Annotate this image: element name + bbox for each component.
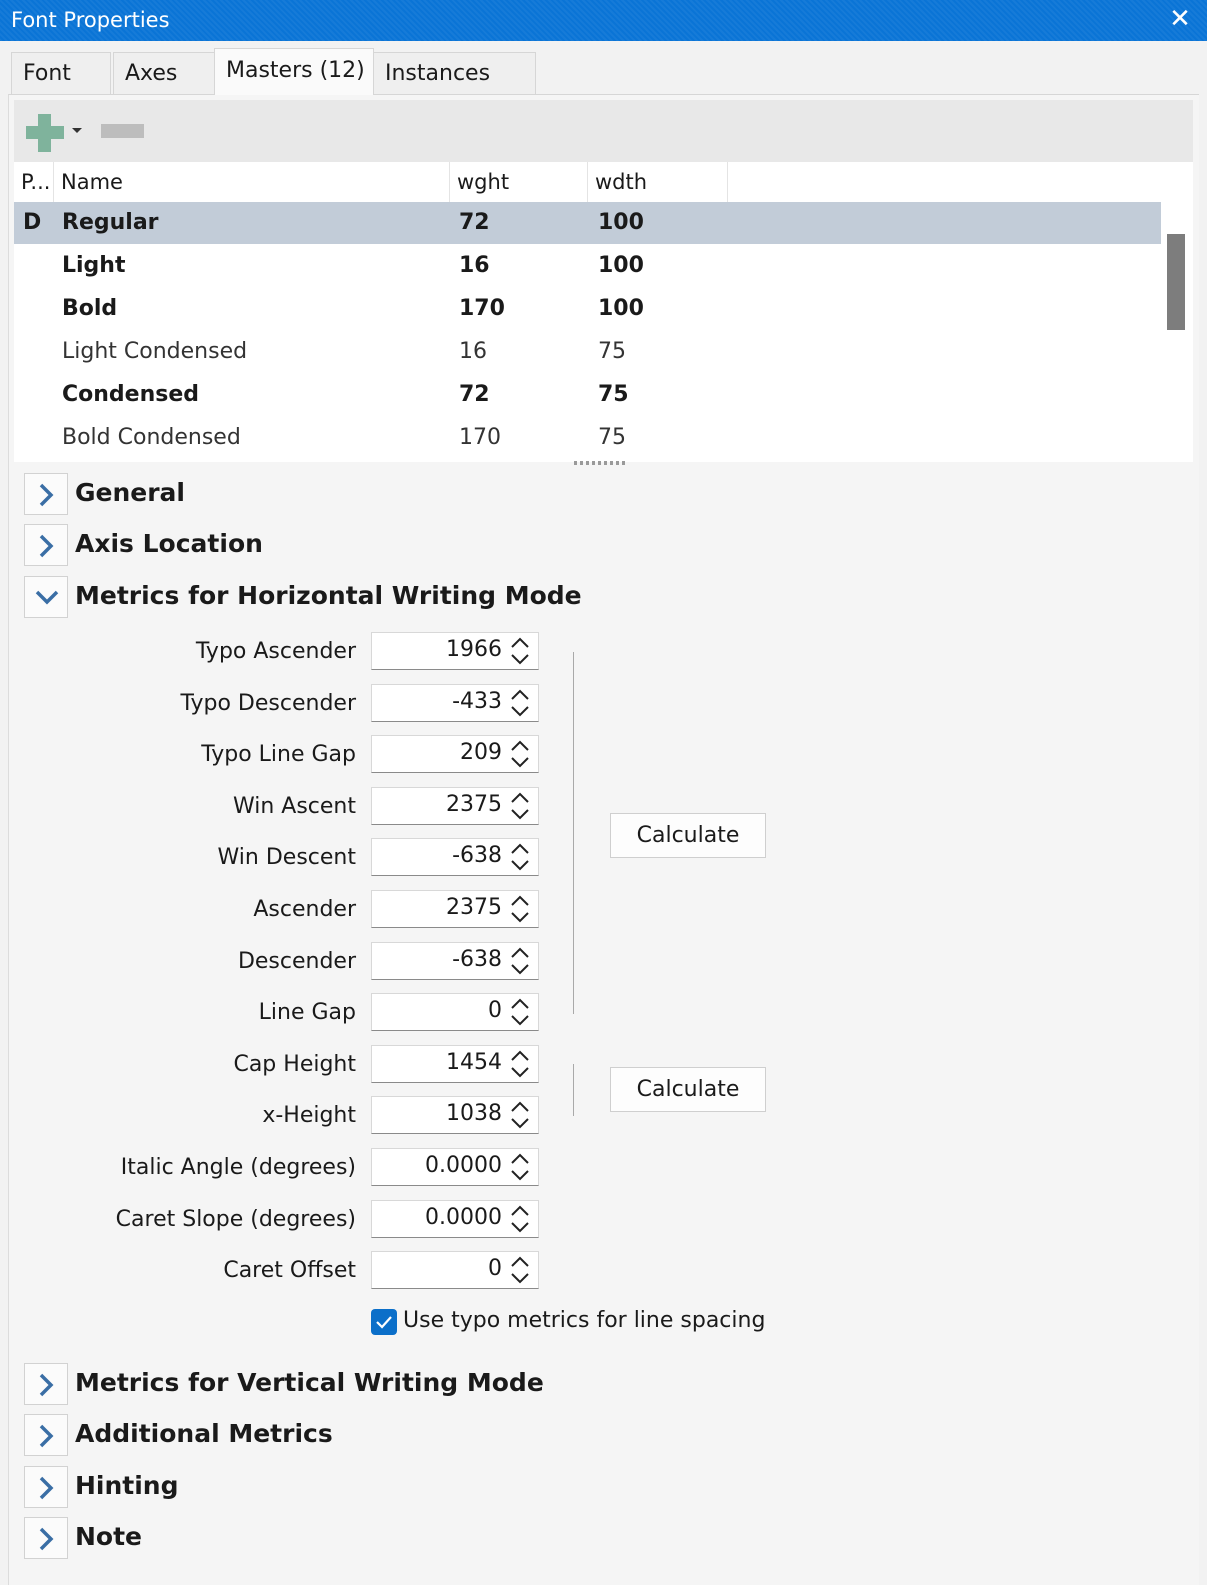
table-row[interactable] bbox=[14, 202, 1161, 244]
cell-wght: 16 bbox=[459, 339, 487, 364]
spin-arrows-icon[interactable] bbox=[509, 1048, 531, 1080]
cell-wdth: 100 bbox=[598, 253, 644, 278]
section-title: General bbox=[75, 478, 185, 507]
cell-name: Regular bbox=[62, 210, 159, 235]
cell-name: Bold Condensed bbox=[62, 425, 241, 450]
calculate-heights-button[interactable]: Calculate bbox=[610, 1067, 766, 1112]
section-title: Axis Location bbox=[75, 529, 263, 558]
metric-label: Typo Line Gap bbox=[201, 742, 356, 767]
metric-label: Cap Height bbox=[233, 1052, 356, 1077]
metric-spinbox[interactable] bbox=[371, 1251, 539, 1289]
expand-chevron-right-icon[interactable] bbox=[24, 1363, 68, 1405]
checkmark-icon bbox=[371, 1309, 397, 1335]
metric-value[interactable]: 2375 bbox=[446, 895, 502, 920]
metric-value[interactable]: 0 bbox=[488, 998, 502, 1023]
table-row[interactable] bbox=[14, 288, 1161, 330]
expand-chevron-right-icon[interactable] bbox=[24, 1414, 68, 1456]
cell-default-marker: D bbox=[23, 210, 42, 235]
cell-wdth: 100 bbox=[598, 296, 644, 321]
table-scrollbar-thumb[interactable] bbox=[1167, 234, 1185, 330]
metric-value[interactable]: -638 bbox=[452, 947, 502, 972]
cell-wght: 170 bbox=[459, 296, 505, 321]
metric-value[interactable]: -638 bbox=[452, 843, 502, 868]
remove-master-button[interactable] bbox=[101, 124, 144, 138]
column-header-wdth[interactable]: wdth bbox=[588, 162, 728, 202]
group-bracket-line bbox=[573, 1064, 574, 1116]
cell-name: Light bbox=[62, 253, 126, 278]
metric-spinbox[interactable] bbox=[371, 735, 539, 773]
plus-icon-bar bbox=[26, 126, 64, 139]
metric-label: x-Height bbox=[262, 1103, 356, 1128]
metric-label: Ascender bbox=[253, 897, 356, 922]
metric-label: Typo Descender bbox=[180, 691, 356, 716]
metric-value[interactable]: -433 bbox=[452, 689, 502, 714]
metric-label: Line Gap bbox=[258, 1000, 356, 1025]
add-master-button[interactable] bbox=[14, 100, 90, 162]
metric-spinbox[interactable] bbox=[371, 787, 539, 825]
metric-label: Italic Angle (degrees) bbox=[120, 1155, 356, 1180]
metric-spinbox[interactable] bbox=[371, 1096, 539, 1134]
spin-arrows-icon[interactable] bbox=[509, 1254, 531, 1286]
metric-label: Descender bbox=[237, 949, 356, 974]
cell-wght: 72 bbox=[459, 382, 490, 407]
splitter-grip-handle[interactable] bbox=[574, 461, 626, 465]
metric-spinbox[interactable] bbox=[371, 1148, 539, 1186]
section-title: Note bbox=[75, 1522, 143, 1551]
cell-name: Bold bbox=[62, 296, 118, 321]
expand-chevron-right-icon[interactable] bbox=[24, 1466, 68, 1508]
table-row[interactable] bbox=[14, 417, 1161, 459]
tab-masters[interactable]: Masters (12) bbox=[214, 48, 374, 95]
cell-wght: 72 bbox=[459, 210, 490, 235]
metric-value[interactable]: 0 bbox=[488, 1256, 502, 1281]
metric-label: Caret Slope (degrees) bbox=[115, 1207, 356, 1232]
section-title: Hinting bbox=[75, 1471, 179, 1500]
metric-value[interactable]: 0.0000 bbox=[425, 1153, 502, 1178]
expand-chevron-right-icon[interactable] bbox=[24, 473, 68, 515]
spin-arrows-icon[interactable] bbox=[509, 1203, 531, 1235]
cell-name: Condensed bbox=[62, 382, 200, 407]
metric-label: Caret Offset bbox=[223, 1258, 356, 1283]
cell-wght: 170 bbox=[459, 425, 501, 450]
close-icon[interactable]: ✕ bbox=[1169, 4, 1191, 34]
spin-arrows-icon[interactable] bbox=[509, 893, 531, 925]
use-typo-metrics-label[interactable]: Use typo metrics for line spacing bbox=[403, 1308, 766, 1333]
metric-label: Win Descent bbox=[217, 845, 356, 870]
metric-value[interactable]: 0.0000 bbox=[425, 1205, 502, 1230]
metric-value[interactable]: 1454 bbox=[446, 1050, 502, 1075]
column-header-p[interactable]: P... bbox=[14, 162, 54, 202]
metric-spinbox[interactable] bbox=[371, 942, 539, 980]
metric-value[interactable]: 1966 bbox=[446, 637, 502, 662]
calculate-vertical-metrics-button[interactable]: Calculate bbox=[610, 813, 766, 858]
section-title: Metrics for Vertical Writing Mode bbox=[75, 1368, 544, 1397]
masters-table bbox=[14, 162, 1193, 462]
table-row[interactable] bbox=[14, 374, 1161, 416]
expand-chevron-right-icon[interactable] bbox=[24, 524, 68, 566]
spin-arrows-icon[interactable] bbox=[509, 1099, 531, 1131]
collapse-chevron-down-icon[interactable] bbox=[24, 576, 68, 618]
spin-arrows-icon[interactable] bbox=[509, 790, 531, 822]
metric-spinbox[interactable] bbox=[371, 632, 539, 670]
dropdown-caret-icon bbox=[72, 128, 82, 133]
cell-wdth: 75 bbox=[598, 425, 626, 450]
cell-wdth: 75 bbox=[598, 339, 626, 364]
column-header-wght[interactable]: wght bbox=[450, 162, 588, 202]
metric-spinbox[interactable] bbox=[371, 838, 539, 876]
cell-wght: 16 bbox=[459, 253, 490, 278]
metric-value[interactable]: 1038 bbox=[446, 1101, 502, 1126]
metric-spinbox[interactable] bbox=[371, 890, 539, 928]
spin-arrows-icon[interactable] bbox=[509, 945, 531, 977]
tab-instances[interactable]: Instances bbox=[373, 52, 536, 94]
table-row[interactable] bbox=[14, 245, 1161, 287]
cell-wdth: 100 bbox=[598, 210, 644, 235]
spin-arrows-icon[interactable] bbox=[509, 1151, 531, 1183]
masters-toolbar bbox=[14, 100, 1193, 162]
cell-wdth: 75 bbox=[598, 382, 629, 407]
title-bar bbox=[0, 0, 1207, 41]
tab-axes[interactable]: Axes bbox=[113, 52, 215, 94]
section-title: Metrics for Horizontal Writing Mode bbox=[75, 581, 582, 610]
window-title: Font Properties bbox=[11, 8, 170, 32]
metric-value[interactable]: 209 bbox=[460, 740, 502, 765]
metric-label: Typo Ascender bbox=[195, 639, 356, 664]
column-header-name[interactable]: Name bbox=[54, 162, 450, 202]
group-bracket-line bbox=[573, 652, 574, 1014]
spin-arrows-icon[interactable] bbox=[509, 996, 531, 1028]
section-title: Additional Metrics bbox=[75, 1419, 333, 1448]
metric-value[interactable]: 2375 bbox=[446, 792, 502, 817]
cell-name: Light Condensed bbox=[62, 339, 248, 364]
spin-arrows-icon[interactable] bbox=[509, 635, 531, 667]
spin-arrows-icon[interactable] bbox=[509, 687, 531, 719]
spin-arrows-icon[interactable] bbox=[509, 841, 531, 873]
expand-chevron-right-icon[interactable] bbox=[24, 1517, 68, 1559]
table-row[interactable] bbox=[14, 331, 1161, 373]
tab-font[interactable]: Font bbox=[11, 52, 111, 94]
metric-spinbox[interactable] bbox=[371, 993, 539, 1031]
metric-spinbox[interactable] bbox=[371, 1045, 539, 1083]
use-typo-metrics-checkbox[interactable] bbox=[371, 1309, 397, 1335]
metric-label: Win Ascent bbox=[232, 794, 356, 819]
metric-spinbox[interactable] bbox=[371, 684, 539, 722]
metric-spinbox[interactable] bbox=[371, 1200, 539, 1238]
spin-arrows-icon[interactable] bbox=[509, 738, 531, 770]
